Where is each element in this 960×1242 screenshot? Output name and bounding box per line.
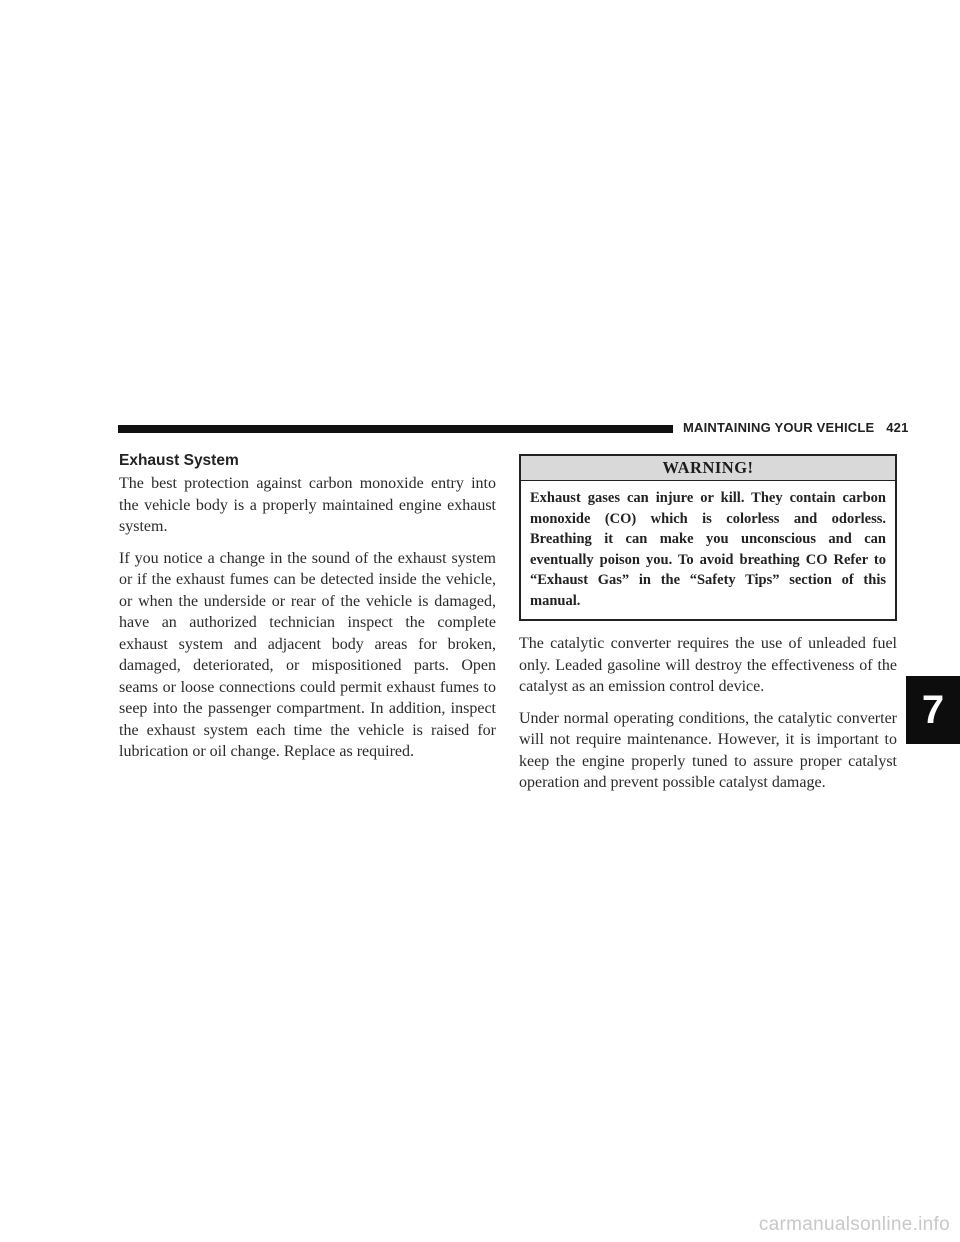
- section-title: MAINTAINING YOUR VEHICLE: [683, 420, 875, 435]
- watermark: carmanualsonline.info: [758, 1214, 950, 1235]
- paragraph: The catalytic converter requires the use of unleaded fuel only. Leaded gasoline will destroy the effectiveness of the catalyst as an emission control device.: [519, 635, 897, 695]
- chapter-number: 7: [921, 687, 945, 732]
- header-rule: [118, 425, 673, 433]
- page-number: 421: [886, 420, 909, 435]
- paragraph: The best protection against carbon monoxide entry into the vehicle body is a properly maintained engine exhaust system.: [119, 475, 496, 535]
- paragraph: Under normal operating conditions, the catalytic converter will not require maintenance. However, it is important to keep the engine properly tuned to assure proper catalyst operation and prevent possible catalyst damage.: [519, 709, 897, 791]
- right-column: [519, 454, 897, 804]
- warning-box: [519, 454, 897, 621]
- running-header: [683, 420, 909, 435]
- left-column: [119, 451, 496, 773]
- warning-title: WARNING!: [521, 456, 895, 481]
- paragraph: If you notice a change in the sound of the exhaust system or if the exhaust fumes can be detected inside the vehicle, or when the underside or rear of the vehicle is damaged, have an authorized technician inspect the complete exhaust system and adjacent body areas for broken, damaged, deteriorated, or mispositioned parts. Open seams or loose connections could permit exhaust fumes to seep into the passenger compartment. In addition, inspect the exhaust system each time the vehicle is raised for lubrication or oil change. Replace as required.: [119, 549, 496, 760]
- warning-text: Exhaust gases can injure or kill. They contain carbon monoxide (CO) which is colorless and odorless. Breathing it can make you unconscious and can eventually poison you. To avoid breathing CO Refer to “Exhaust Gas” in the “Safety Tips” section of this manual.: [530, 490, 886, 609]
- section-heading: Exhaust System: [119, 452, 239, 469]
- chapter-tab: [906, 676, 960, 744]
